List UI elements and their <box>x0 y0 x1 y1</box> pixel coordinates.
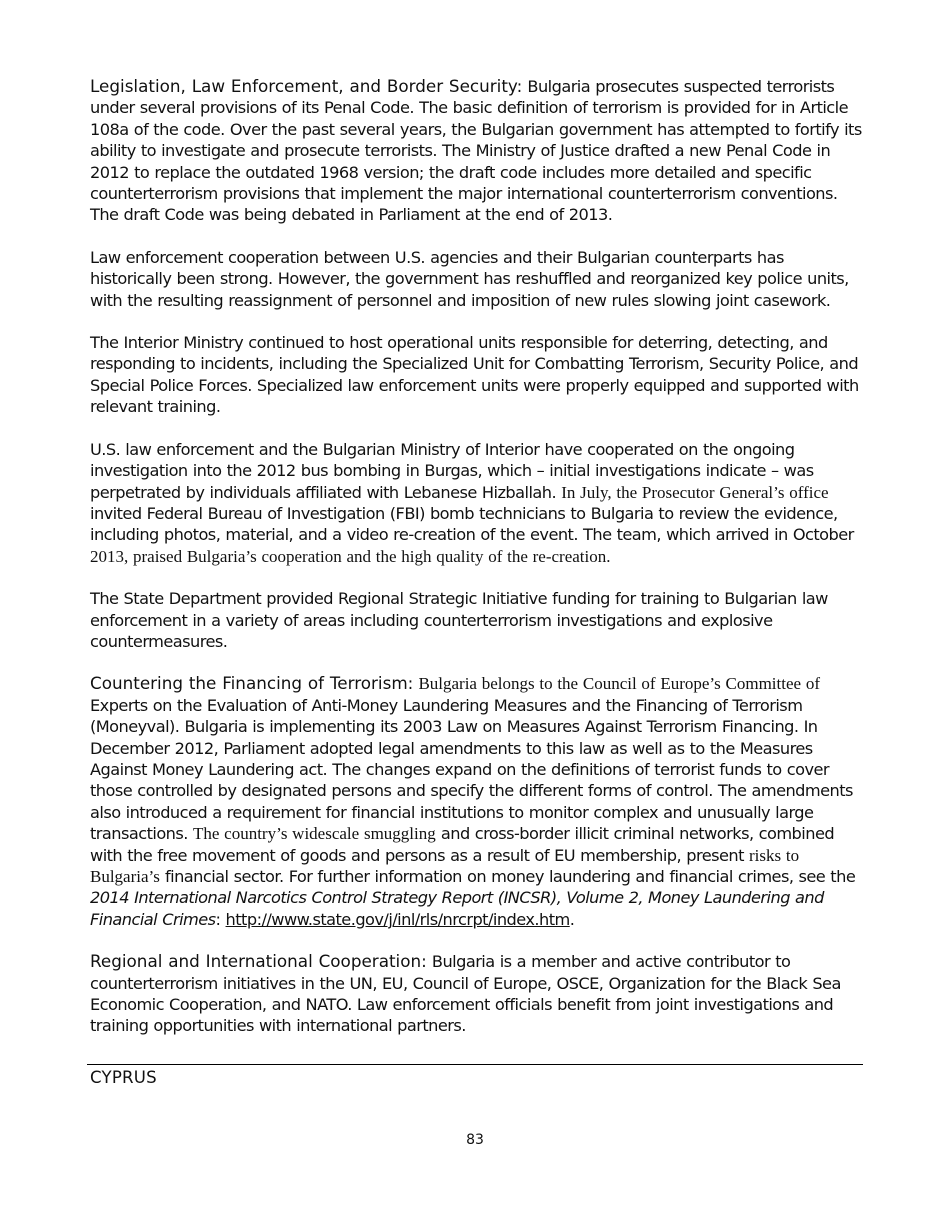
financing-heading: Countering the Financing of Terrorism: <box>90 673 414 694</box>
financing-paragraph <box>90 673 862 930</box>
cooperation-paragraph: Law enforcement cooperation between U.S. agencies and their Bulgarian counterparts has historically been strong. However, the government has reshuffled and reorganized key police units, with the resulting reassignment of personnel and imposition of new rules slowing joint casework. <box>90 247 849 310</box>
financing-text-part5: risks to Bulgaria’s <box>90 845 800 886</box>
burgas-text-part2: In July, the Prosecutor General’s office <box>561 482 829 502</box>
legislation-paragraph <box>90 76 862 226</box>
burgas-text-part3: invited Federal Bureau of Investigation (FBI) bomb technicians to Bulgaria to review the evidence, including photos, material, and a video re-creation of the event. The team, which arrived in October <box>90 503 854 545</box>
financing-text-part3: The country’s widescale smuggling <box>192 824 436 844</box>
burgas-text-part4: 2013, praised Bulgaria’s cooperation and the high quality of the re-creation. <box>90 546 611 566</box>
regional-paragraph <box>90 951 862 1037</box>
section-divider <box>87 1064 863 1065</box>
regional-body: Bulgaria is a member and active contributor to counterterrorism initiatives in the UN, EU, Council of Europe, OSCE, Organization for the Black Sea Economic Cooperation, and NATO. Law enforcement officials benefit from joint investigations and training opportunities with international partners. <box>90 952 841 1036</box>
legislation-heading: Legislation, Law Enforcement, and Border Security: <box>90 76 523 96</box>
state-department-paragraph: The State Department provided Regional Strategic Initiative funding for training to Bulgarian law enforcement in a variety of areas including counterterrorism investigations and explosive countermeasures. <box>90 589 828 651</box>
incsr-report-link[interactable]: http://www.state.gov/j/inl/rls/nrcrpt/index.htm <box>225 909 570 929</box>
next-section-title: CYPRUS <box>90 1068 157 1087</box>
page-number: 83 <box>466 1132 484 1148</box>
financing-text-part4: and cross-border illicit criminal networks, combined with the free movement of goods and persons as a result of EU membership, present <box>90 824 835 865</box>
burgas-paragraph <box>90 439 862 567</box>
legislation-body: Bulgaria prosecutes suspected terrorists under several provisions of its Penal Code. The basic definition of terrorism is provided for in Article 108a of the code. Over the past several years, the Bulgarian government has attempted to fortify its ability to investigate and prosecute terrorists. The Ministry of Justice drafted a new Penal Code in 2012 to replace the outdated 1968 version; the draft code includes more detailed and specific counterterrorism provisions that implement the major international counterterrorism conventions. The draft Code was being debated in Parliament at the end of 2013. <box>90 77 862 225</box>
financing-text-part1: Bulgaria belongs to the Council of Europe’s Committee of <box>418 674 820 694</box>
financing-text-part2: Experts on the Evaluation of Anti-Money Laundering Measures and the Financing of Terrorism (Moneyval). Bulgaria is implementing its 2003 Law on Measures Against Terrorism Financing. In December 2012, Parliament adopted legal amendments to this law as well as to the Measures Against Money Laundering act. The changes expand on the definitions of terrorist funds to cover those controlled by designated persons and specify the different forms of control. The amendments also introduced a requirement for financial institutions to monitor complex and unusually large transactions. <box>90 695 853 844</box>
financing-text-part6: financial sector. For further information on money laundering and financial crimes, see the <box>165 867 856 886</box>
report-colon: : <box>215 909 221 929</box>
regional-heading: Regional and International Cooperation: <box>90 951 427 972</box>
interior-ministry-paragraph: The Interior Ministry continued to host operational units responsible for deterring, detecting, and responding to incidents, including the Specialized Unit for Combatting Terrorism, Security Police, and Special Police Forces. Specialized law enforcement units were properly equipped and supported with relevant training. <box>90 333 859 417</box>
page-content <box>90 76 862 1058</box>
incsr-report-title: 2014 International Narcotics Control Strategy Report (INCSR), Volume 2, Money Laundering and Financial Crimes <box>90 888 824 929</box>
financing-end-period: . <box>569 909 575 929</box>
burgas-text-part1: U.S. law enforcement and the Bulgarian Ministry of Interior have cooperated on the ongoing investigation into the 2012 bus bombing in Burgas, which – initial investigations indicate – was perpetrated by individuals affiliated with Lebanese Hizballah. <box>90 439 814 502</box>
